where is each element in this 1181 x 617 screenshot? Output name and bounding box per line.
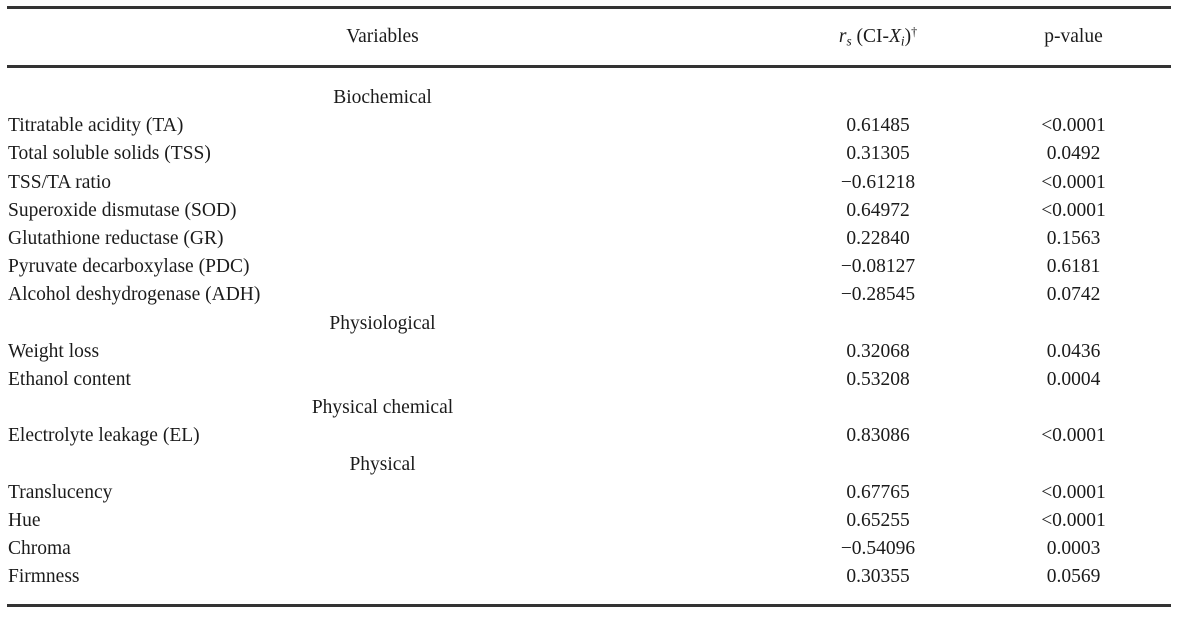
table-row <box>0 507 1181 535</box>
p-value: <0.0001 <box>1041 509 1106 531</box>
rs-correlation-value: −0.61218 <box>840 171 916 193</box>
table-row <box>0 253 1181 281</box>
variable-label: Titratable acidity (TA) <box>8 115 184 137</box>
rs-correlation-value: −0.28545 <box>840 284 916 306</box>
table-row <box>0 197 1181 225</box>
rs-symbol: r <box>838 26 847 47</box>
table-row <box>0 225 1181 253</box>
section-row <box>0 450 1181 478</box>
rs-correlation-value: 0.53208 <box>846 368 910 390</box>
table-body <box>0 84 1181 591</box>
table-row <box>0 281 1181 309</box>
table-row <box>0 422 1181 450</box>
rs-correlation-value: 0.32068 <box>846 340 910 362</box>
variable-label: Pyruvate decarboxylase (PDC) <box>8 256 250 278</box>
rs-open-paren: (CI- <box>851 26 889 47</box>
table-row <box>0 140 1181 168</box>
table-row <box>0 535 1181 563</box>
table-row <box>0 169 1181 197</box>
variable-label: Firmness <box>8 566 80 588</box>
p-value: <0.0001 <box>1041 171 1106 193</box>
rs-correlation-value: −0.08127 <box>840 256 916 278</box>
p-value: 0.0742 <box>1046 284 1101 306</box>
variable-label: Translucency <box>8 481 113 503</box>
section-row <box>0 394 1181 422</box>
rs-correlation-value: 0.61485 <box>846 115 910 137</box>
rs-correlation-value: 0.64972 <box>846 199 910 221</box>
variable-label: Alcohol deshydrogenase (ADH) <box>8 284 261 306</box>
rs-subscript-i: i <box>900 33 905 49</box>
variable-label: Ethanol content <box>8 368 131 390</box>
section-row <box>0 310 1181 338</box>
variable-label: Weight loss <box>8 340 100 362</box>
rs-correlation-value: 0.83086 <box>846 425 910 447</box>
rs-correlation-value: 0.30355 <box>846 566 910 588</box>
header-variables: Variables <box>346 26 419 47</box>
rs-correlation-value: −0.54096 <box>840 538 916 560</box>
p-value: 0.0004 <box>1046 368 1101 390</box>
variable-label: TSS/TA ratio <box>8 171 111 193</box>
p-value: 0.0569 <box>1046 566 1101 588</box>
variable-label: Electrolyte leakage (EL) <box>8 425 200 447</box>
rs-correlation-value: 0.67765 <box>846 481 910 503</box>
variable-label: Superoxide dismutase (SOD) <box>8 199 237 221</box>
rs-correlation-value: 0.31305 <box>846 143 910 165</box>
rs-correlation-value: 0.22840 <box>846 228 910 250</box>
table-row <box>0 338 1181 366</box>
p-value: 0.6181 <box>1046 256 1101 278</box>
p-value: <0.0001 <box>1041 425 1106 447</box>
p-value: 0.0003 <box>1046 538 1101 560</box>
p-value: <0.0001 <box>1041 481 1106 503</box>
bottom-rule <box>7 604 1171 607</box>
variable-label: Hue <box>8 509 41 531</box>
section-row <box>0 84 1181 112</box>
rs-correlation-value: 0.65255 <box>846 509 910 531</box>
table-row <box>0 112 1181 140</box>
dagger-symbol: † <box>911 24 918 39</box>
p-value: <0.0001 <box>1041 115 1106 137</box>
rs-subscript-s: s <box>846 33 852 49</box>
header-rule <box>7 65 1171 68</box>
section-label: Physical chemical <box>311 397 454 419</box>
section-label: Physiological <box>329 312 436 334</box>
header-rs-ci-xi <box>765 26 991 48</box>
rs-close-paren: ) <box>904 26 912 47</box>
p-value: 0.0436 <box>1046 340 1101 362</box>
variable-label: Total soluble solids (TSS) <box>8 143 211 165</box>
table-header <box>0 9 1181 65</box>
p-value: <0.0001 <box>1041 199 1106 221</box>
rs-x-symbol: X <box>888 26 901 47</box>
p-value: 0.1563 <box>1046 228 1101 250</box>
variable-label: Glutathione reductase (GR) <box>8 228 224 250</box>
table-row <box>0 479 1181 507</box>
header-pvalue: p-value <box>1044 26 1103 47</box>
table-row <box>0 366 1181 394</box>
variable-label: Chroma <box>8 538 71 560</box>
section-label: Biochemical <box>333 87 432 109</box>
table-row <box>0 563 1181 591</box>
p-value: 0.0492 <box>1046 143 1101 165</box>
section-label: Physical <box>349 453 416 475</box>
